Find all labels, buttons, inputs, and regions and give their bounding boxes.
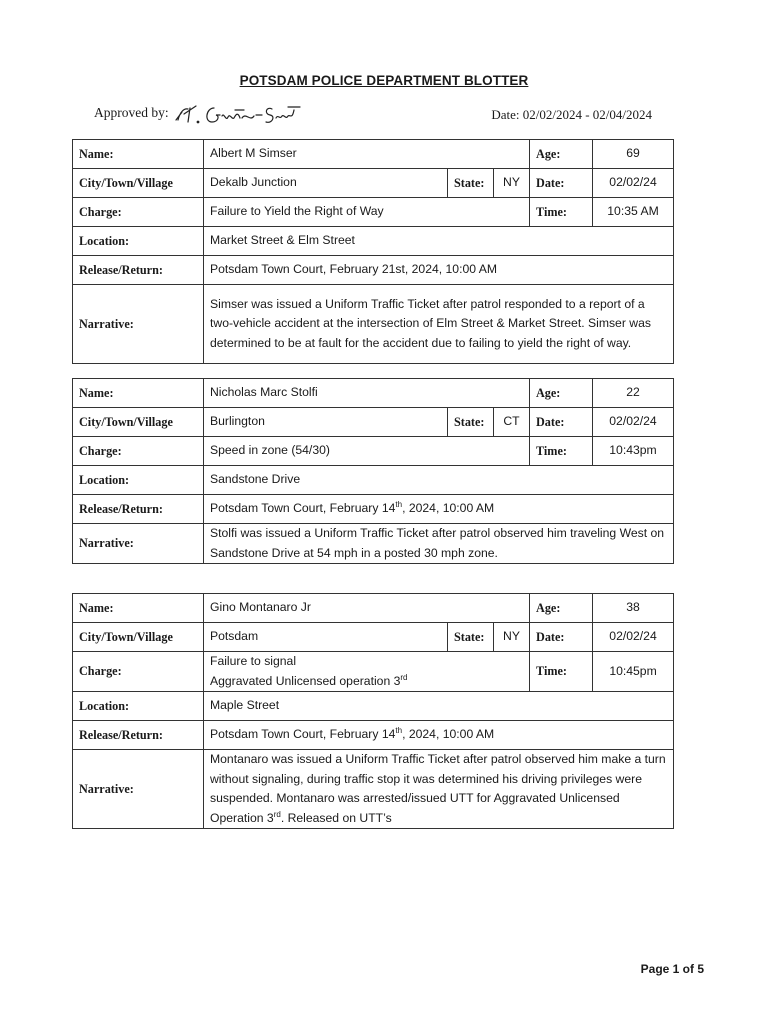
date-value: 02/02/24	[593, 169, 674, 198]
release-value: Potsdam Town Court, February 21st, 2024, 10:00 AM	[204, 256, 674, 285]
narrative-label: Narrative:	[73, 285, 204, 364]
narrative-label: Narrative:	[73, 524, 204, 564]
release-text-end: , 2024, 10:00 AM	[402, 727, 495, 742]
charge-label: Charge:	[73, 652, 204, 692]
charge-line-1: Failure to signal	[210, 654, 297, 668]
date-range: Date: 02/02/2024 - 02/04/2024	[491, 107, 652, 122]
release-text: Potsdam Town Court, February 14	[210, 501, 396, 516]
charge-value: Speed in zone (54/30)	[204, 437, 530, 466]
charge-ordinal: rd	[400, 672, 408, 682]
blotter-record	[72, 593, 674, 829]
location-label: Location:	[73, 692, 204, 721]
narrative-value: Stolfi was issued a Uniform Traffic Ticket after patrol observed him traveling West on Sandstone Drive at 54 mph in a posted 30 mph zone.	[204, 524, 674, 564]
charge-label: Charge:	[73, 198, 204, 227]
blotter-record	[72, 139, 674, 364]
name-value: Gino Montanaro Jr	[204, 594, 530, 623]
date-label: Date:	[530, 169, 593, 198]
age-value: 22	[593, 379, 674, 408]
location-label: Location:	[73, 227, 204, 256]
name-label: Name:	[73, 379, 204, 408]
date-label: Date:	[530, 623, 593, 652]
state-value: NY	[494, 169, 530, 198]
time-label: Time:	[530, 652, 593, 692]
location-value: Maple Street	[204, 692, 674, 721]
state-value: NY	[494, 623, 530, 652]
age-label: Age:	[530, 379, 593, 408]
city-label: City/Town/Village	[73, 623, 204, 652]
age-label: Age:	[530, 140, 593, 169]
release-label: Release/Return:	[73, 256, 204, 285]
page-number: Page 1 of 5	[640, 962, 704, 976]
release-label: Release/Return:	[73, 495, 204, 524]
age-label: Age:	[530, 594, 593, 623]
release-label: Release/Return:	[73, 721, 204, 750]
narrative-text-end: . Released on UTT’s	[280, 810, 392, 825]
approved-by-label: Approved by:	[94, 105, 169, 120]
time-value: 10:43pm	[593, 437, 674, 466]
location-value: Market Street & Elm Street	[204, 227, 674, 256]
blotter-record	[72, 378, 674, 564]
charge-line-2	[210, 672, 523, 692]
age-value: 69	[593, 140, 674, 169]
release-value	[204, 495, 674, 524]
narrative-label: Narrative:	[73, 750, 204, 829]
name-label: Name:	[73, 594, 204, 623]
narrative-value: Simser was issued a Uniform Traffic Ticket after patrol responded to a report of a two-vehicle accident at the intersection of Elm Street & Market Street. Simser was determined to be at fault for the accident due to failing to yield the right of way.	[204, 285, 674, 364]
name-value: Albert M Simser	[204, 140, 530, 169]
release-ordinal: th	[395, 726, 403, 736]
age-value: 38	[593, 594, 674, 623]
release-text: Potsdam Town Court, February 14	[210, 727, 396, 742]
release-ordinal: th	[395, 500, 403, 510]
narrative-text: Montanaro was issued a Uniform Traffic Ticket after patrol observed him make a turn without signaling, during traffic stop it was determined his driving privileges were suspended. Montanaro was arrested/issued UTT for Aggravated Unlicensed Operation 3	[210, 752, 666, 825]
time-label: Time:	[530, 198, 593, 227]
date-value: 02/02/24	[593, 408, 674, 437]
charge-label: Charge:	[73, 437, 204, 466]
narrative-value	[204, 750, 674, 829]
release-text-end: , 2024, 10:00 AM	[402, 501, 495, 516]
state-label: State:	[448, 408, 494, 437]
charge-line-2-text: Aggravated Unlicensed operation 3	[210, 673, 401, 688]
location-label: Location:	[73, 466, 204, 495]
city-label: City/Town/Village	[73, 408, 204, 437]
state-value: CT	[494, 408, 530, 437]
date-value: 02/02/24	[593, 623, 674, 652]
charge-value	[204, 652, 530, 692]
time-value: 10:35 AM	[593, 198, 674, 227]
narrative-ordinal: rd	[273, 809, 281, 819]
date-label: Date:	[530, 408, 593, 437]
location-value: Sandstone Drive	[204, 466, 674, 495]
city-value: Dekalb Junction	[204, 169, 448, 198]
city-value: Potsdam	[204, 623, 448, 652]
city-value: Burlington	[204, 408, 448, 437]
charge-value: Failure to Yield the Right of Way	[204, 198, 530, 227]
state-label: State:	[448, 623, 494, 652]
name-label: Name:	[73, 140, 204, 169]
city-label: City/Town/Village	[73, 169, 204, 198]
time-label: Time:	[530, 437, 593, 466]
page-title: POTSDAM POLICE DEPARTMENT BLOTTER	[239, 73, 529, 88]
name-value: Nicholas Marc Stolfi	[204, 379, 530, 408]
signature-image	[172, 100, 302, 128]
state-label: State:	[448, 169, 494, 198]
release-value	[204, 721, 674, 750]
time-value: 10:45pm	[593, 652, 674, 692]
